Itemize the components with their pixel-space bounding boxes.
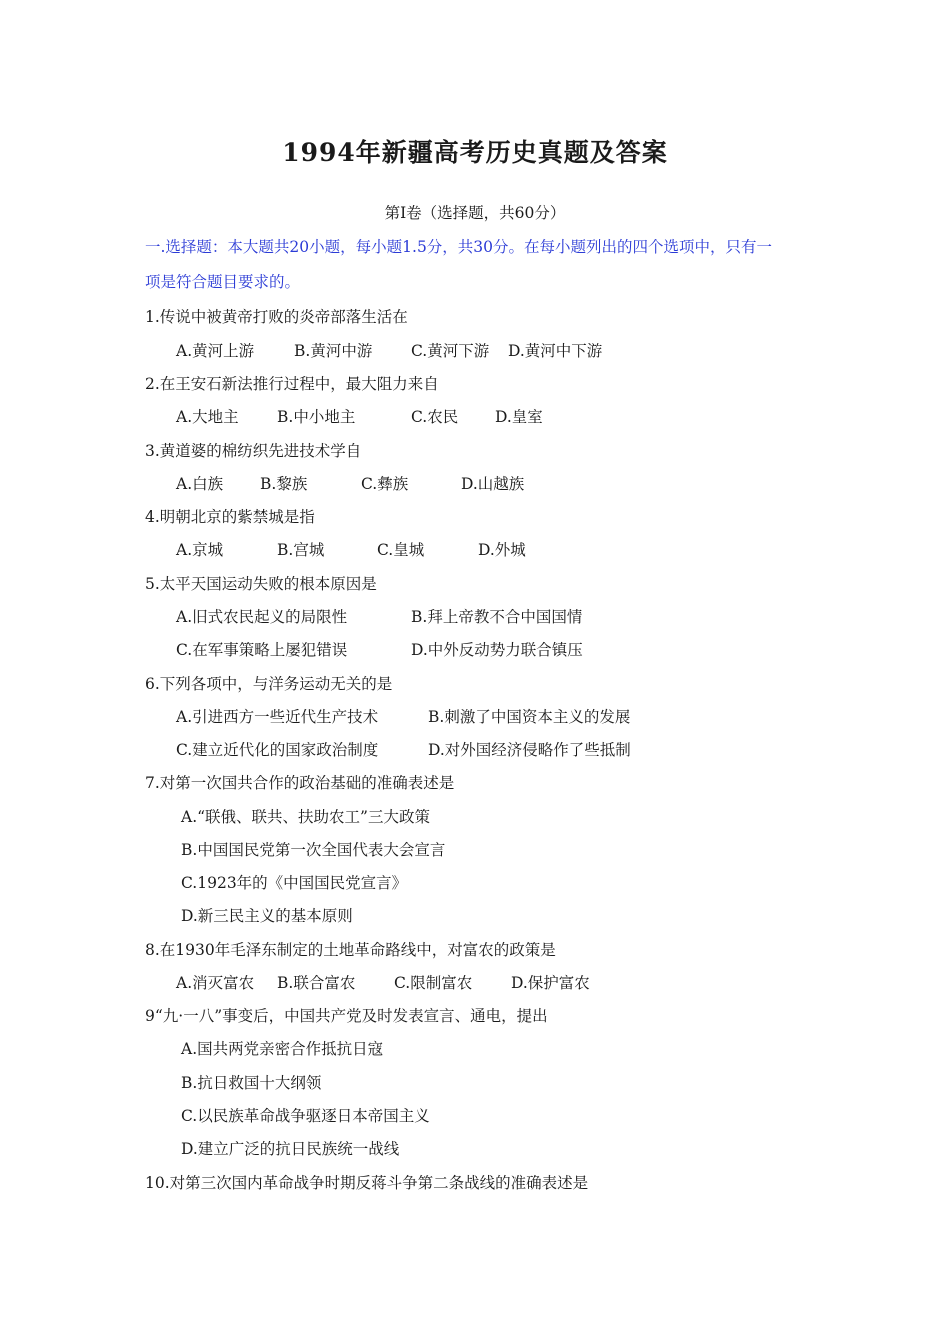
option: D.皇室: [495, 408, 543, 426]
option: C.黄河下游: [411, 342, 490, 360]
question-stem: 4.明朝北京的紫禁城是指: [145, 508, 315, 526]
question-stem: 3.黄道婆的棉纺织先进技术学自: [145, 442, 362, 460]
option: D.新三民主义的基本原则: [181, 907, 353, 925]
option: B.刺激了中国资本主义的发展: [428, 708, 631, 726]
option: D.山越族: [461, 475, 525, 493]
question-stem: 1.传说中被黄帝打败的炎帝部落生活在: [145, 308, 408, 326]
option: D.黄河中下游: [508, 342, 603, 360]
page-title: 1994年新疆高考历史真题及答案: [282, 138, 668, 167]
option: A.大地主: [176, 408, 239, 426]
instructions-line-2: 项是符合题目要求的。: [145, 273, 301, 291]
option: C.建立近代化的国家政治制度: [176, 741, 379, 759]
question-stem: 2.在王安石新法推行过程中，最大阻力来自: [145, 375, 439, 393]
option: A.黄河上游: [176, 342, 255, 360]
option: A.“联俄、联共、扶助农工”三大政策: [181, 808, 430, 826]
question-stem: 10.对第三次国内革命战争时期反蒋斗争第二条战线的准确表述是: [145, 1174, 589, 1192]
option: B.中小地主: [277, 408, 356, 426]
option: C.1923年的《中国国民党宣言》: [181, 874, 408, 892]
option: B.抗日救国十大纲领: [181, 1074, 322, 1092]
option: C.皇城: [377, 541, 425, 559]
option: C.彝族: [361, 475, 409, 493]
option: A.京城: [176, 541, 224, 559]
option: A.白族: [176, 475, 224, 493]
option: C.限制富农: [394, 974, 473, 992]
option: C.以民族革命战争驱逐日本帝国主义: [181, 1107, 430, 1125]
section-heading: 第Ⅰ卷（选择题，共60分）: [384, 204, 566, 222]
option: D.中外反动势力联合镇压: [411, 641, 583, 659]
option: B.联合富农: [277, 974, 356, 992]
option: C.农民: [411, 408, 459, 426]
option: D.保护富农: [511, 974, 590, 992]
question-stem: 6.下列各项中，与洋务运动无关的是: [145, 675, 393, 693]
option: B.黄河中游: [294, 342, 373, 360]
instructions-line-1: 一.选择题：本大题共20小题，每小题1.5分，共30分。在每小题列出的四个选项中，只有一: [145, 238, 773, 256]
option: B.宫城: [277, 541, 325, 559]
question-stem: 9“九·一八”事变后，中国共产党及时发表宣言、通电，提出: [145, 1007, 548, 1025]
option: B.拜上帝教不合中国国情: [411, 608, 583, 626]
option: B.中国国民党第一次全国代表大会宣言: [181, 841, 446, 859]
question-stem: 5.太平天国运动失败的根本原因是: [145, 575, 377, 593]
option: A.旧式农民起义的局限性: [176, 608, 348, 626]
question-stem: 7.对第一次国共合作的政治基础的准确表述是: [145, 774, 455, 792]
option: A.消灭富农: [176, 974, 255, 992]
option: A.国共两党亲密合作抵抗日寇: [181, 1040, 384, 1058]
question-stem: 8.在1930年毛泽东制定的土地革命路线中，对富农的政策是: [145, 941, 556, 959]
option: B.黎族: [260, 475, 308, 493]
option: D.对外国经济侵略作了些抵制: [428, 741, 631, 759]
option: D.外城: [478, 541, 526, 559]
option: A.引进西方一些近代生产技术: [176, 708, 379, 726]
option: C.在军事策略上屡犯错误: [176, 641, 348, 659]
option: D.建立广泛的抗日民族统一战线: [181, 1140, 400, 1158]
